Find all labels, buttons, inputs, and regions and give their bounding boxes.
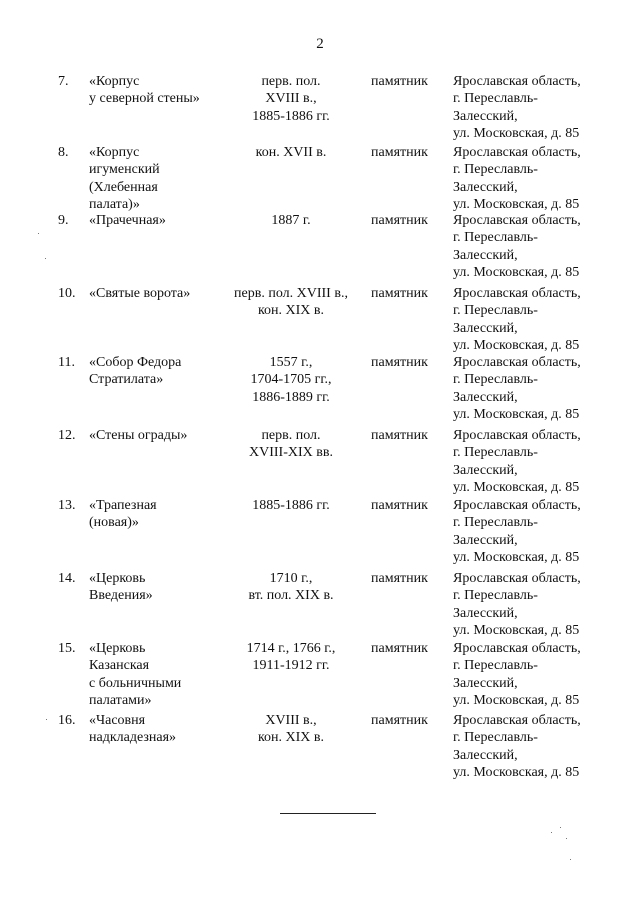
object-address-line: ул. Московская, д. 85 (453, 693, 580, 709)
object-category-line: памятник (371, 641, 428, 656)
row-number (58, 212, 88, 229)
object-name-line: палатами» (89, 693, 152, 709)
object-category-line: памятник (371, 355, 428, 370)
object-name-line: «Корпус (89, 74, 140, 89)
scan-speck (551, 832, 552, 833)
object-address-line: Ярославская область, (453, 355, 581, 370)
object-category-line: памятник (371, 713, 428, 728)
object-name-line: «Трапезная (89, 498, 157, 513)
row-number (58, 497, 88, 514)
page-number: 2 (316, 36, 324, 52)
object-address-line: г. Переславль- (453, 445, 538, 461)
object-category (371, 427, 441, 444)
object-address-line: Залесский, (453, 605, 518, 621)
object-name-line: с больничными (89, 675, 182, 691)
object-name (89, 712, 219, 747)
object-date (229, 640, 353, 675)
object-address-line: Залесский, (453, 389, 518, 405)
row-number-line: 13. (58, 498, 76, 513)
object-category-line: памятник (371, 428, 428, 443)
object-date-line: XVIII-XIX вв. (249, 445, 333, 461)
object-address-line: Залесский, (453, 179, 518, 195)
row-number (58, 73, 88, 90)
object-name-line: «Церковь (89, 641, 146, 656)
object-category-line: памятник (371, 286, 428, 301)
object-address-line: Ярославская область, (453, 641, 581, 656)
object-date (229, 354, 353, 406)
object-date (229, 285, 353, 320)
object-date-line: кон. XIX в. (257, 730, 325, 746)
object-address-line: Ярославская область, (453, 428, 581, 443)
object-category (371, 144, 441, 161)
object-category (371, 212, 441, 229)
object-address (453, 570, 633, 640)
object-name (89, 212, 219, 229)
object-address-line: ул. Московская, д. 85 (453, 480, 580, 496)
object-address-line: ул. Московская, д. 85 (453, 623, 580, 639)
row-number-line: 10. (58, 286, 76, 301)
object-name-line: «Святые ворота» (89, 286, 191, 301)
object-address-line: г. Переславль- (453, 162, 538, 178)
object-date (229, 144, 353, 161)
object-category-line: памятник (371, 74, 428, 89)
object-date-line: 1714 г., 1766 г., (246, 641, 336, 656)
object-date-line: 1710 г., (269, 571, 313, 586)
object-address (453, 354, 633, 424)
object-name-line: Стратилата» (89, 372, 164, 388)
object-address-line: г. Переславль- (453, 91, 538, 107)
object-address-line: г. Переславль- (453, 303, 538, 319)
object-date-line: 1885-1886 гг. (252, 498, 330, 513)
object-address (453, 73, 633, 143)
object-name-line: «Церковь (89, 571, 146, 586)
object-address-line: ул. Московская, д. 85 (453, 765, 580, 781)
row-number (58, 144, 88, 161)
object-category (371, 712, 441, 729)
object-date-line: перв. пол. XVIII в., (234, 286, 348, 301)
object-category (371, 285, 441, 302)
object-name (89, 285, 219, 302)
object-date-line: перв. пол. (261, 74, 321, 89)
row-number (58, 712, 88, 729)
row-number-line: 9. (58, 213, 69, 228)
object-name-line: «Стены ограды» (89, 428, 188, 443)
object-address-line: г. Переславль- (453, 372, 538, 388)
object-category (371, 73, 441, 90)
object-date-line: 1704-1705 гг., (250, 372, 332, 388)
object-category-line: памятник (371, 213, 428, 228)
object-address-line: ул. Московская, д. 85 (453, 407, 580, 423)
scan-speck (45, 258, 46, 259)
row-number (58, 427, 88, 444)
object-category (371, 354, 441, 371)
object-name-line: надкладезная» (89, 730, 177, 746)
object-address-line: г. Переславль- (453, 658, 538, 674)
row-number (58, 354, 88, 371)
object-name-line: игуменский (89, 162, 160, 178)
object-address-line: г. Переславль- (453, 230, 538, 246)
scan-speck (38, 233, 39, 234)
object-date (229, 712, 353, 747)
object-address-line: ул. Московская, д. 85 (453, 126, 580, 142)
object-address-line: ул. Московская, д. 85 (453, 265, 580, 281)
object-address-line: Залесский, (453, 320, 518, 336)
object-name-line: Казанская (89, 658, 150, 674)
object-name-line: (новая)» (89, 515, 139, 531)
scan-speck (570, 859, 571, 860)
object-category-line: памятник (371, 145, 428, 160)
object-name-line: у северной стены» (89, 91, 200, 107)
object-date-line: 1911-1912 гг. (252, 658, 330, 674)
object-name-line: «Корпус (89, 145, 140, 160)
object-address (453, 497, 633, 567)
row-number-line: 12. (58, 428, 76, 443)
object-address-line: Ярославская область, (453, 713, 581, 728)
object-address-line: Ярославская область, (453, 286, 581, 301)
closing-rule (280, 813, 376, 814)
object-date (229, 427, 353, 462)
object-category-line: памятник (371, 571, 428, 586)
object-address-line: Ярославская область, (453, 213, 581, 228)
object-name (89, 354, 219, 389)
row-number (58, 640, 88, 657)
row-number (58, 285, 88, 302)
row-number-line: 7. (58, 74, 69, 89)
row-number-line: 14. (58, 571, 76, 586)
object-date-line: XVIII в., (265, 713, 317, 728)
object-date (229, 212, 353, 229)
object-address (453, 427, 633, 497)
object-category (371, 570, 441, 587)
object-name (89, 570, 219, 605)
object-address-line: Залесский, (453, 532, 518, 548)
object-date-line: вт. пол. XIX в. (248, 588, 334, 604)
object-category (371, 640, 441, 657)
object-name-line: «Собор Федора (89, 355, 182, 370)
scan-speck (560, 827, 561, 828)
object-name (89, 640, 219, 710)
object-date-line: 1885-1886 гг. (252, 108, 330, 124)
object-category-line: памятник (371, 498, 428, 513)
scan-speck (566, 838, 567, 839)
row-number (58, 570, 88, 587)
object-address-line: г. Переславль- (453, 730, 538, 746)
object-address (453, 712, 633, 782)
object-address-line: ул. Московская, д. 85 (453, 338, 580, 354)
object-address (453, 212, 633, 282)
object-name-line: «Прачечная» (89, 213, 166, 228)
object-address-line: ул. Московская, д. 85 (453, 197, 580, 213)
object-address-line: г. Переславль- (453, 515, 538, 531)
object-address-line: Ярославская область, (453, 145, 581, 160)
row-number-line: 16. (58, 713, 76, 728)
object-date-line: кон. XIX в. (257, 303, 325, 319)
object-category (371, 497, 441, 514)
object-date (229, 73, 353, 125)
object-address-line: Ярославская область, (453, 498, 581, 513)
object-date-line: кон. XVII в. (255, 145, 327, 160)
object-address (453, 144, 633, 214)
object-address-line: Ярославская область, (453, 571, 581, 586)
object-date (229, 570, 353, 605)
object-address (453, 640, 633, 710)
object-address-line: ул. Московская, д. 85 (453, 550, 580, 566)
row-number-line: 8. (58, 145, 69, 160)
object-name (89, 144, 219, 214)
object-name-line: палата)» (89, 197, 140, 213)
object-address-line: Залесский, (453, 675, 518, 691)
object-address (453, 285, 633, 355)
object-date-line: 1886-1889 гг. (252, 389, 330, 405)
object-address-line: г. Переславль- (453, 588, 538, 604)
object-address-line: Залесский, (453, 108, 518, 124)
object-name-line: (Хлебенная (89, 179, 158, 195)
object-address-line: Залесский, (453, 247, 518, 263)
object-address-line: Залесский, (453, 747, 518, 763)
object-address-line: Залесский, (453, 462, 518, 478)
object-date-line: XVIII в., (265, 91, 317, 107)
object-name (89, 427, 219, 444)
object-name (89, 497, 219, 532)
object-name-line: Введения» (89, 588, 153, 604)
object-name-line: «Часовня (89, 713, 146, 728)
object-date (229, 497, 353, 514)
object-date-line: 1557 г., (269, 355, 313, 370)
scan-speck (46, 719, 47, 720)
object-address-line: Ярославская область, (453, 74, 581, 89)
row-number-line: 11. (58, 355, 75, 370)
object-date-line: 1887 г. (271, 213, 311, 228)
object-date-line: перв. пол. (261, 428, 321, 443)
row-number-line: 15. (58, 641, 76, 656)
object-name (89, 73, 219, 108)
